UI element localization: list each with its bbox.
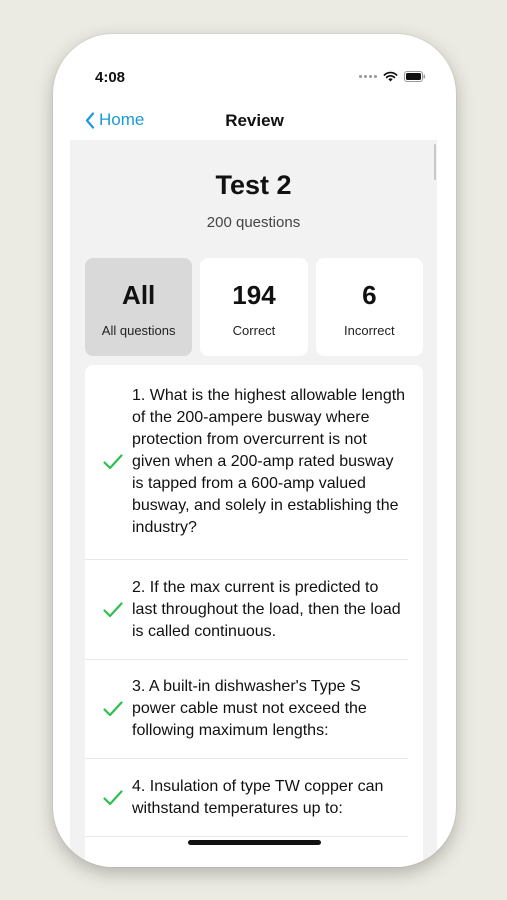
stat-value: All [122,280,156,310]
question-text: 2. If the max current is predicted to last throughout the load, then the load is called continuous. [132,578,401,640]
page-title: Review [225,111,284,130]
question-row[interactable] [85,660,408,759]
filter-correct-button[interactable] [200,258,307,356]
checkmark-icon [103,790,123,806]
status-bar [53,34,456,104]
phone-frame [53,34,456,867]
filter-tabs [85,258,423,356]
question-text: 4. Insulation of type TW copper can withstand temperatures up to: [132,777,384,817]
status-icons [359,71,426,82]
stat-value: 6 [362,280,377,310]
filter-incorrect-button[interactable] [316,258,423,356]
filter-all-button[interactable] [85,258,192,356]
battery-icon [404,71,426,82]
home-indicator[interactable] [188,840,321,845]
test-title: Test 2 [215,170,292,200]
question-row[interactable] [85,560,408,660]
checkmark-icon [103,701,123,717]
checkmark-icon [103,454,123,470]
back-button-label: Home [99,110,145,129]
stat-label: All questions [101,323,176,338]
stat-label: Correct [232,323,276,338]
wifi-icon [383,71,398,82]
test-question-count: 200 questions [206,214,301,231]
question-text: 3. A built-in dishwasher's Type S power cable must not exceed the following maximum lengths: [132,678,367,739]
question-row[interactable] [85,759,408,837]
navigation-bar [53,106,456,138]
question-text: 1. What is the highest allowable length of the 200-ampere busway where protection from overcurrent is not given when a 200-amp rated busway is tapped from a 600-amp valued busway, and solely in establishing the industry? [132,387,406,536]
question-row[interactable] [85,365,408,560]
cellular-signal-icon [359,75,377,78]
stat-label: Incorrect [344,323,395,338]
checkmark-icon [103,602,123,618]
stat-value: 194 [232,280,276,310]
review-content [70,140,437,867]
status-time: 4:08 [95,69,126,86]
question-list [85,365,423,867]
